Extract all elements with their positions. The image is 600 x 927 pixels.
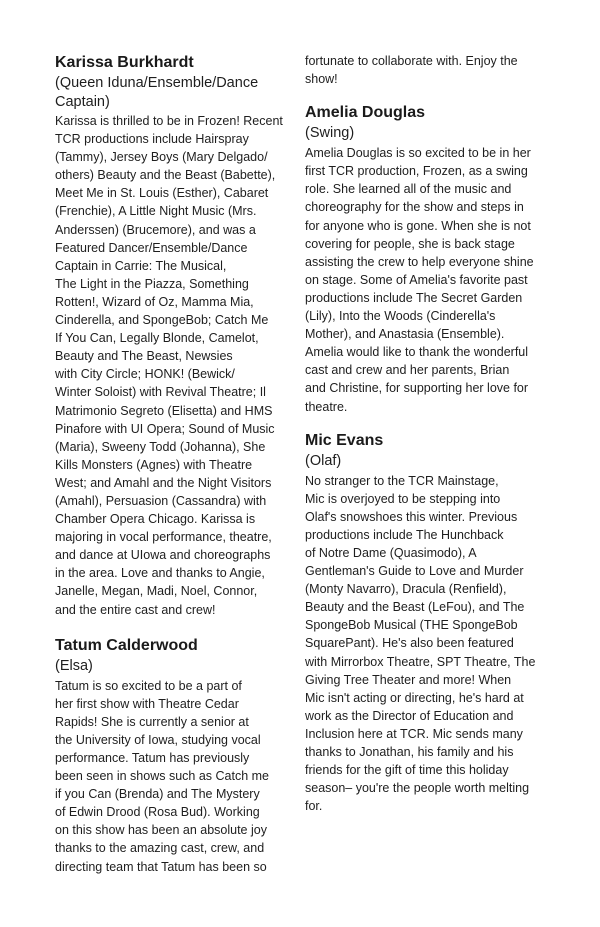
bio-role: (Elsa) bbox=[55, 657, 93, 674]
bio-amelia-douglas bbox=[305, 102, 550, 415]
bio-name: Amelia Douglas bbox=[305, 104, 426, 122]
bio-role: (Queen Iduna/Ensemble/Dance Captain) bbox=[55, 75, 259, 110]
bio-karissa-burkhardt bbox=[55, 52, 300, 619]
bio-tatum-calderwood bbox=[55, 635, 300, 876]
bio-text: Amelia Douglas is so excited to be in her first TCR production, Frozen, as a swing role. She learned all of the music and choreography for the show and steps in for anyone who is gone. When she is not covering for people, she is back stage assisting the crew to help everyone shine on stage. Some of Amelia's favorite past productions include The Secret Garden (Lily), Into the Woods (Cinderella's Mother), and Anastasia (Ensemble). Amelia would like to thank the wonderful cast and crew and her parents, Brian and Christine, for supporting her love for theatre. bbox=[305, 146, 534, 414]
bio-text: Tatum is so excited to be a part of her first show with Theatre Cedar Rapids! She is currently a senior at the University of Iowa, studying vocal performance. Tatum has previously been seen in shows such as Catch me if you Can (Brenda) and The Mystery of Edwin Drood (Rosa Bud). Working on this show has been an absolute joy thanks to the amazing cast, crew, and directing team that Tatum has been so bbox=[55, 678, 270, 874]
bio-role: (Swing) bbox=[305, 125, 355, 142]
left-column bbox=[55, 52, 300, 876]
bio-text: No stranger to the TCR Mainstage, Mic is overjoyed to be stepping into Olaf's snowshoes this winter. Previous productions include The Hunchback of Notre Dame (Quasimodo), A Gentleman's Guide to Love and Murder (Monty Navarro), Dracula (Renfield), Beauty and the Beast (LeFou), and The SpongeBob Musical (THE SpongeBob SquarePant). He's also been featured with Mirrorbox Theatre, SPT Theatre, The Giving Tree Theater and more! When Mic isn't acting or directing, he's hard at work as the Director of Education and Inclusion here at TCR. Mic sends many thanks to Jonathan, his family and his friends for the gift of time this holiday season– you're the people worth melting for. bbox=[305, 473, 536, 814]
bio-role: (Olaf) bbox=[305, 452, 342, 469]
bio-text: Karissa is thrilled to be in Frozen! Recent TCR productions include Hairspray (Tammy), Jersey Boys (Mary Delgado/ others) Beauty and the Beast (Babette), Meet Me in St. Louis (Esther), Cabaret (Frenchie), A Little Night Music (Mrs. Anderssen) (Brucemore), and was a Featured Dancer/Ensemble/Dance Captain in Carrie: The Musical, The Light in the Piazza, Something Rotten!, Wizard of Oz, Mamma Mia, Cinderella, and SpongeBob; Catch Me If You Can, Legally Blonde, Camelot, Beauty and The Beast, Newsies with City Circle; HONK! (Bewick/ Winter Soloist) with Revival Theatre; Il Matrimonio Segreto (Elisetta) and HMS Pinafore with UI Opera; Sound of Music (Maria), Sweeny Todd (Johanna), She Kills Monsters (Agnes) with Theatre West; and Amahl and the Night Visitors (Amahl), Persuasion (Cassandra) with Chamber Opera Chicago. Karissa is majoring in vocal performance, theatre, and dance at UIowa and choreographs in the area. Love and thanks to Angie, Janelle, Megan, Madi, Noel, Connor, and the entire cast and crew! bbox=[55, 114, 283, 617]
right-column bbox=[305, 52, 550, 815]
bio-name: Karissa Burkhardt bbox=[55, 54, 194, 71]
bio-continuation: fortunate to collaborate with. Enjoy the show! bbox=[305, 54, 518, 87]
bio-mic-evans bbox=[305, 430, 550, 816]
bio-name: Tatum Calderwood bbox=[55, 636, 198, 654]
bio-name: Mic Evans bbox=[305, 431, 384, 449]
